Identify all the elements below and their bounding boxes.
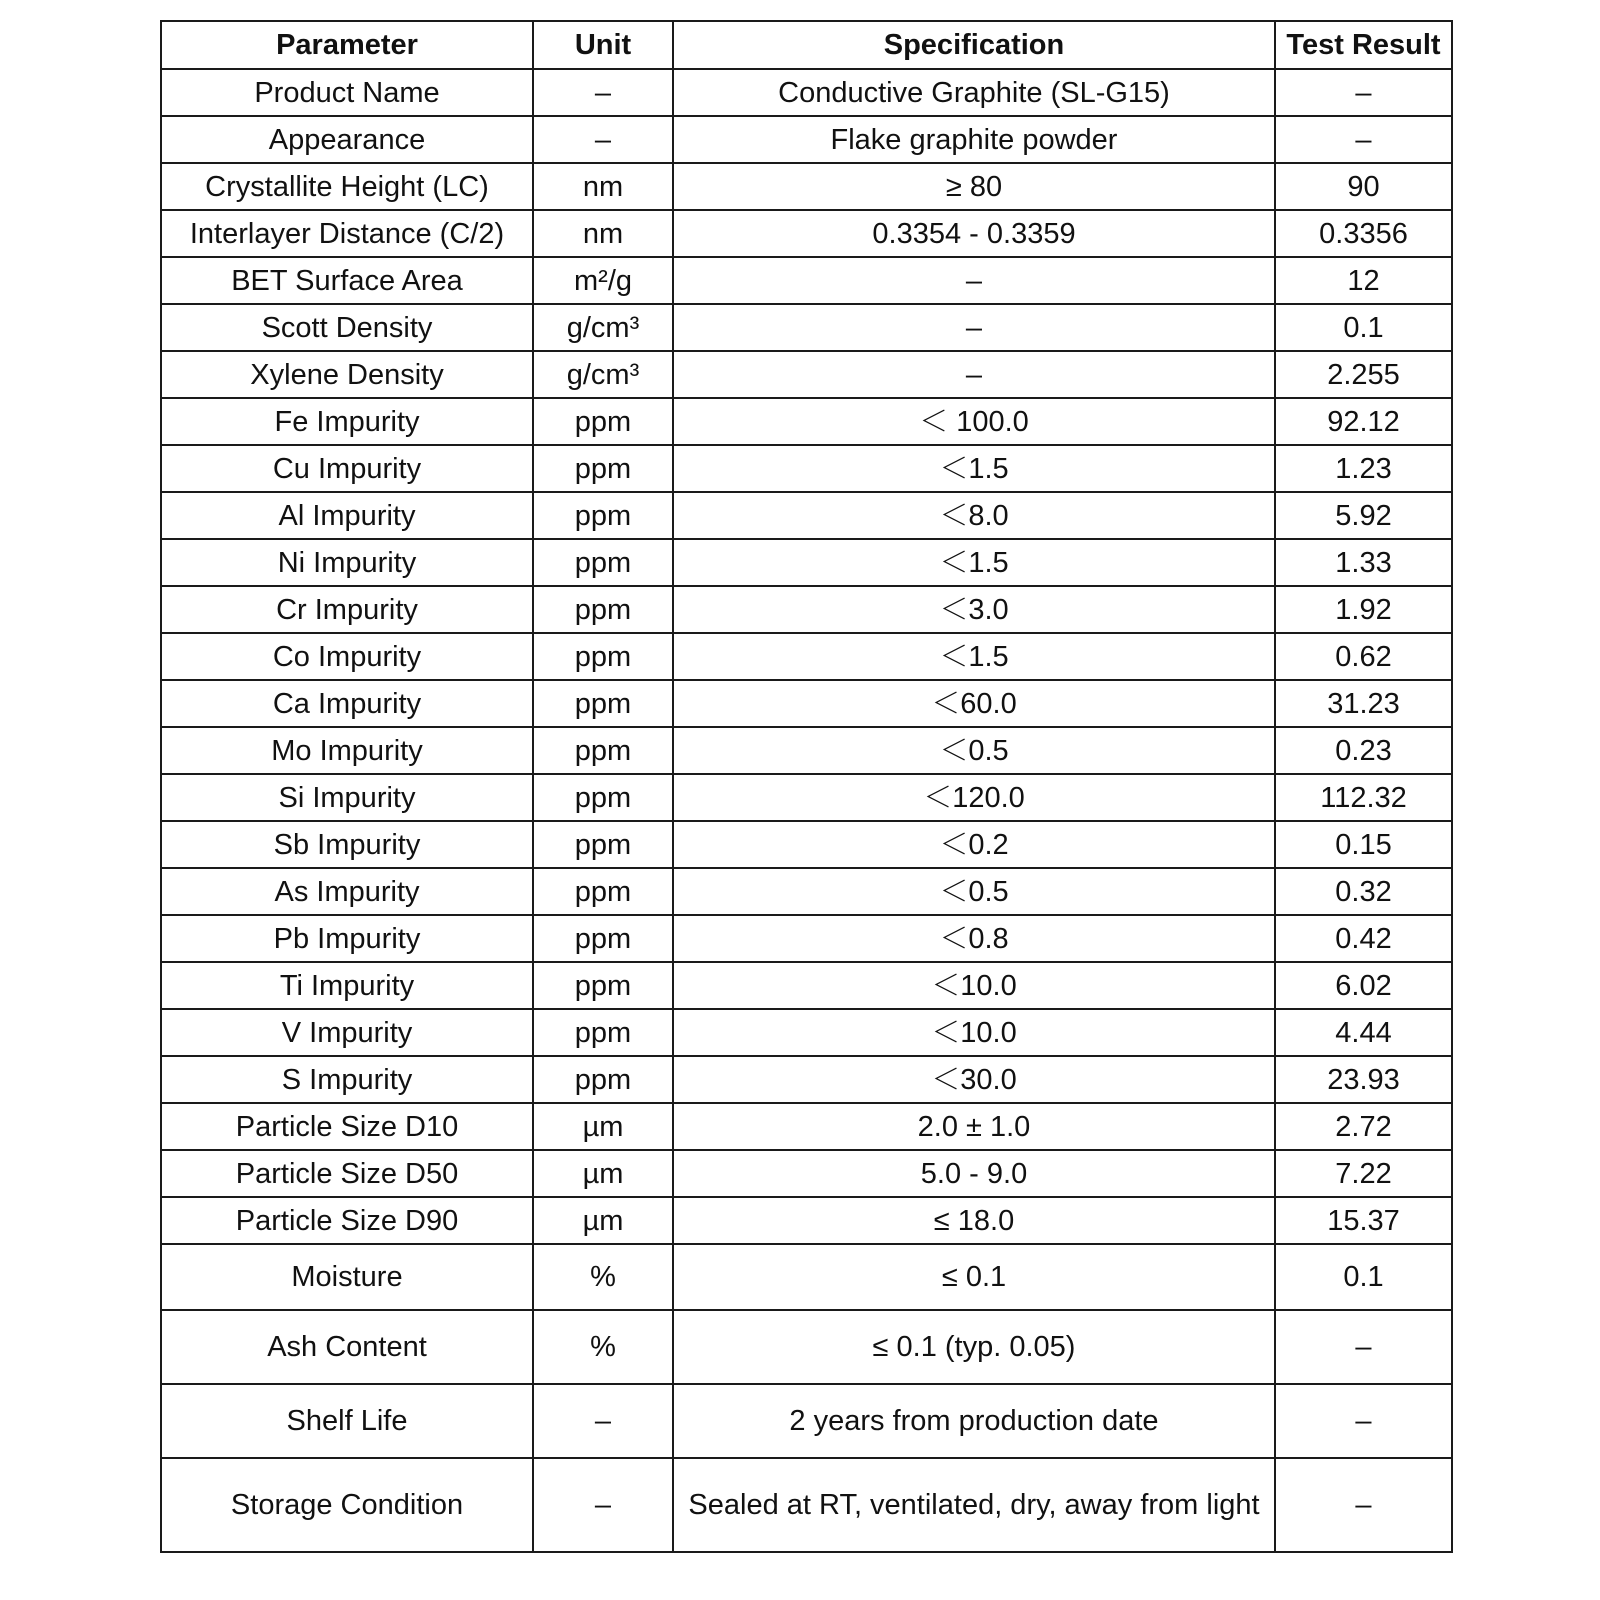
cell-specification: – [673, 257, 1275, 304]
cell-test-result: 0.3356 [1275, 210, 1452, 257]
table-row [161, 116, 1452, 163]
table-row [161, 1009, 1452, 1056]
cell-parameter: Particle Size D10 [161, 1103, 533, 1150]
cell-unit: ppm [533, 962, 673, 1009]
cell-parameter: Xylene Density [161, 351, 533, 398]
cell-unit: µm [533, 1103, 673, 1150]
cell-test-result: – [1275, 1310, 1452, 1384]
cell-parameter: Sb Impurity [161, 821, 533, 868]
cell-test-result: 0.62 [1275, 633, 1452, 680]
cell-test-result: 12 [1275, 257, 1452, 304]
cell-parameter: Si Impurity [161, 774, 533, 821]
cell-test-result: 0.23 [1275, 727, 1452, 774]
cell-specification: ＜0.8 [673, 915, 1275, 962]
cell-parameter: Shelf Life [161, 1384, 533, 1458]
cell-specification: ＜60.0 [673, 680, 1275, 727]
cell-unit: – [533, 1458, 673, 1552]
cell-specification: Conductive Graphite (SL-G15) [673, 69, 1275, 116]
cell-unit: ppm [533, 915, 673, 962]
cell-specification: ≤ 18.0 [673, 1197, 1275, 1244]
cell-unit: nm [533, 163, 673, 210]
cell-parameter: Scott Density [161, 304, 533, 351]
cell-parameter: Co Impurity [161, 633, 533, 680]
cell-specification: ＜8.0 [673, 492, 1275, 539]
cell-unit: – [533, 69, 673, 116]
cell-parameter: Cu Impurity [161, 445, 533, 492]
cell-unit: ppm [533, 398, 673, 445]
table-row [161, 398, 1452, 445]
cell-specification: ＜1.5 [673, 445, 1275, 492]
cell-unit: ppm [533, 492, 673, 539]
cell-test-result: 15.37 [1275, 1197, 1452, 1244]
table-row [161, 539, 1452, 586]
table-row [161, 1244, 1452, 1310]
header-specification: Specification [673, 21, 1275, 69]
table-row [161, 1197, 1452, 1244]
cell-parameter: Particle Size D50 [161, 1150, 533, 1197]
cell-specification: ＜10.0 [673, 1009, 1275, 1056]
cell-parameter: S Impurity [161, 1056, 533, 1103]
cell-parameter: Ca Impurity [161, 680, 533, 727]
table-row [161, 351, 1452, 398]
cell-specification: ＜1.5 [673, 539, 1275, 586]
cell-unit: % [533, 1310, 673, 1384]
cell-specification: Flake graphite powder [673, 116, 1275, 163]
cell-unit: ppm [533, 774, 673, 821]
cell-unit: ppm [533, 727, 673, 774]
cell-unit: g/cm³ [533, 304, 673, 351]
cell-specification: 0.3354 - 0.3359 [673, 210, 1275, 257]
table-row [161, 868, 1452, 915]
table-body [161, 69, 1452, 1552]
cell-test-result: 2.255 [1275, 351, 1452, 398]
cell-unit: – [533, 1384, 673, 1458]
cell-parameter: Appearance [161, 116, 533, 163]
table-row [161, 257, 1452, 304]
cell-unit: µm [533, 1197, 673, 1244]
cell-unit: ppm [533, 680, 673, 727]
cell-specification: ＜10.0 [673, 962, 1275, 1009]
cell-test-result: 0.42 [1275, 915, 1452, 962]
cell-unit: ppm [533, 821, 673, 868]
cell-test-result: – [1275, 1458, 1452, 1552]
cell-specification: 5.0 - 9.0 [673, 1150, 1275, 1197]
cell-unit: ppm [533, 1009, 673, 1056]
table-row [161, 1056, 1452, 1103]
cell-parameter: As Impurity [161, 868, 533, 915]
cell-parameter: Fe Impurity [161, 398, 533, 445]
table-row [161, 727, 1452, 774]
cell-unit: m²/g [533, 257, 673, 304]
cell-test-result: 6.02 [1275, 962, 1452, 1009]
cell-specification: ＜30.0 [673, 1056, 1275, 1103]
cell-test-result: – [1275, 1384, 1452, 1458]
cell-parameter: Pb Impurity [161, 915, 533, 962]
cell-test-result: 23.93 [1275, 1056, 1452, 1103]
cell-parameter: Mo Impurity [161, 727, 533, 774]
cell-specification: – [673, 351, 1275, 398]
specification-table [160, 20, 1453, 1553]
cell-unit: ppm [533, 1056, 673, 1103]
cell-parameter: Ash Content [161, 1310, 533, 1384]
cell-test-result: 0.1 [1275, 1244, 1452, 1310]
table-row [161, 1150, 1452, 1197]
cell-test-result: 1.33 [1275, 539, 1452, 586]
cell-test-result: 7.22 [1275, 1150, 1452, 1197]
cell-parameter: Product Name [161, 69, 533, 116]
table-row [161, 445, 1452, 492]
table-row [161, 915, 1452, 962]
cell-unit: ppm [533, 586, 673, 633]
cell-test-result: – [1275, 116, 1452, 163]
cell-unit: nm [533, 210, 673, 257]
cell-parameter: Interlayer Distance (C/2) [161, 210, 533, 257]
cell-parameter: BET Surface Area [161, 257, 533, 304]
cell-specification: ＜0.2 [673, 821, 1275, 868]
table-row [161, 962, 1452, 1009]
cell-parameter: Ni Impurity [161, 539, 533, 586]
cell-parameter: Ti Impurity [161, 962, 533, 1009]
cell-specification: Sealed at RT, ventilated, dry, away from light [673, 1458, 1275, 1552]
table-row [161, 1103, 1452, 1150]
cell-specification: ＜120.0 [673, 774, 1275, 821]
cell-test-result: 5.92 [1275, 492, 1452, 539]
cell-unit: ppm [533, 633, 673, 680]
cell-test-result: 0.32 [1275, 868, 1452, 915]
cell-test-result: 112.32 [1275, 774, 1452, 821]
cell-test-result: 1.92 [1275, 586, 1452, 633]
cell-parameter: V Impurity [161, 1009, 533, 1056]
cell-specification: ＜0.5 [673, 727, 1275, 774]
cell-unit: – [533, 116, 673, 163]
cell-parameter: Particle Size D90 [161, 1197, 533, 1244]
cell-test-result: 4.44 [1275, 1009, 1452, 1056]
table-row [161, 492, 1452, 539]
table-row [161, 821, 1452, 868]
table-row [161, 304, 1452, 351]
cell-parameter: Al Impurity [161, 492, 533, 539]
cell-specification: ＜ 100.0 [673, 398, 1275, 445]
cell-unit: % [533, 1244, 673, 1310]
cell-specification: – [673, 304, 1275, 351]
table-row [161, 586, 1452, 633]
cell-specification: ＜3.0 [673, 586, 1275, 633]
cell-unit: g/cm³ [533, 351, 673, 398]
cell-specification: ＜1.5 [673, 633, 1275, 680]
table-row [161, 680, 1452, 727]
table-row [161, 774, 1452, 821]
cell-parameter: Cr Impurity [161, 586, 533, 633]
header-test-result: Test Result [1275, 21, 1452, 69]
cell-parameter: Moisture [161, 1244, 533, 1310]
header-unit: Unit [533, 21, 673, 69]
table-row [161, 210, 1452, 257]
table-row [161, 163, 1452, 210]
header-row [161, 21, 1452, 69]
cell-parameter: Storage Condition [161, 1458, 533, 1552]
cell-specification: ≥ 80 [673, 163, 1275, 210]
cell-test-result: 31.23 [1275, 680, 1452, 727]
cell-unit: ppm [533, 445, 673, 492]
cell-test-result: – [1275, 69, 1452, 116]
table-row [161, 1458, 1452, 1552]
cell-test-result: 0.15 [1275, 821, 1452, 868]
cell-parameter: Crystallite Height (LC) [161, 163, 533, 210]
spec-sheet [160, 20, 1451, 1553]
cell-specification: 2 years from production date [673, 1384, 1275, 1458]
cell-specification: ＜0.5 [673, 868, 1275, 915]
cell-specification: ≤ 0.1 [673, 1244, 1275, 1310]
cell-test-result: 2.72 [1275, 1103, 1452, 1150]
cell-test-result: 0.1 [1275, 304, 1452, 351]
cell-specification: 2.0 ± 1.0 [673, 1103, 1275, 1150]
cell-test-result: 92.12 [1275, 398, 1452, 445]
table-row [161, 633, 1452, 680]
cell-specification: ≤ 0.1 (typ. 0.05) [673, 1310, 1275, 1384]
cell-test-result: 1.23 [1275, 445, 1452, 492]
table-row [161, 69, 1452, 116]
table-row [161, 1384, 1452, 1458]
header-parameter: Parameter [161, 21, 533, 69]
cell-unit: µm [533, 1150, 673, 1197]
cell-unit: ppm [533, 868, 673, 915]
cell-unit: ppm [533, 539, 673, 586]
table-row [161, 1310, 1452, 1384]
cell-test-result: 90 [1275, 163, 1452, 210]
